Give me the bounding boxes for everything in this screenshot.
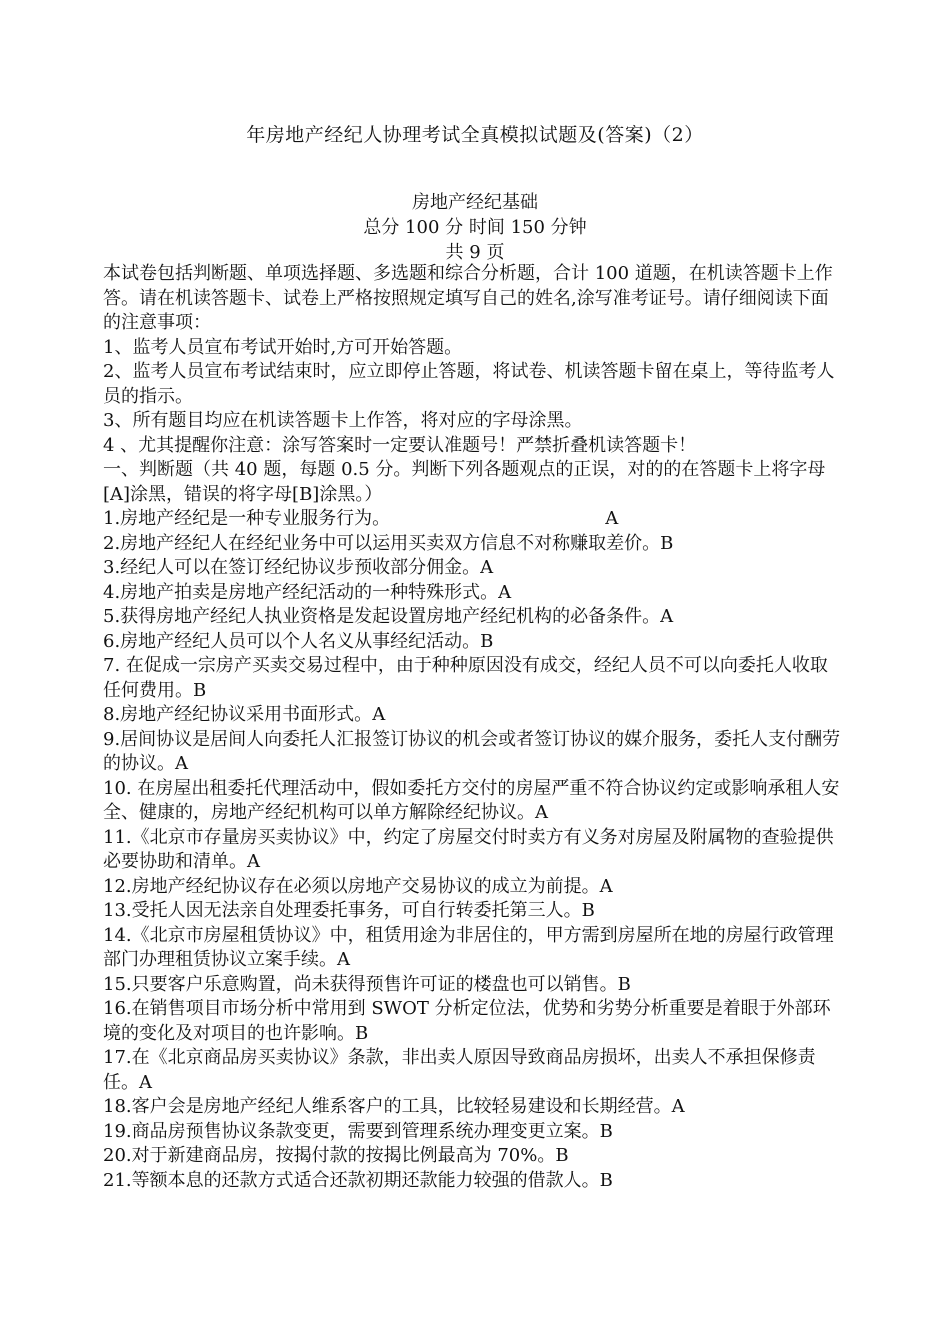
question-answer: A <box>671 1096 685 1117</box>
question-text: 14.《北京市房屋租赁协议》中，租赁用途为非居住的，甲方需到房屋所在地的房屋行政管理部门办理租赁协议立案手续。 <box>103 924 834 970</box>
question-item <box>103 532 843 557</box>
section-header: 一、判断题（共 40 题，每题 0.5 分。判断下列各题观点的正误，对的的在答题卡上将字母[A]涂黑，错误的将字母[B]涂黑。） <box>103 459 826 505</box>
question-answer: B <box>480 630 494 652</box>
page-count-line: 共 9 页 <box>445 242 505 263</box>
question-answer: A <box>372 704 386 725</box>
question-answer: B <box>555 1145 569 1166</box>
question-item <box>103 875 843 900</box>
question-answer: B <box>193 679 207 701</box>
intro-paragraph: 本试卷包括判断题、单项选择题、多选题和综合分析题，合计 100 道题，在机读答题卡上作答。请在机读答题卡、试卷上严格按照规定填写自己的姓名,涂写准考证号。请仔细阅读下面的注意事项： <box>103 263 833 333</box>
question-answer: A <box>498 581 512 603</box>
question-item <box>103 556 843 581</box>
question-answer: B <box>599 1120 613 1142</box>
question-text: 5.获得房地产经纪人执业资格是发起设置房地产经纪机构的必备条件。 <box>103 606 661 627</box>
question-text: 6.房地产经纪人员可以个人名义从事经纪活动。 <box>103 630 481 652</box>
question-text: 9.居间协议是居间人向委托人汇报签订协议的机会或者签订协议的媒介服务，委托人支付酬劳的协议。 <box>103 728 841 774</box>
question-text: 13.受托人因无法亲自处理委托事务，可自行转委托第三人。 <box>103 900 582 921</box>
question-item <box>103 1169 843 1194</box>
question-answer: A <box>175 753 188 774</box>
question-item <box>103 899 843 924</box>
question-text: 4.房地产拍卖是房地产经纪活动的一种特殊形式。 <box>103 581 499 603</box>
question-text: 21.等额本息的还款方式适合还款初期还款能力较强的借款人。 <box>103 1169 600 1191</box>
question-text: 16.在销售项目市场分析中常用到 SWOT 分析定位法，优势和劣势分析重要是着眼于外部环境的变化及对项目的也许影响。 <box>103 998 831 1044</box>
note-item: 1、监考人员宣布考试开始时,方可开始答题。 <box>103 336 463 358</box>
question-item <box>103 581 843 606</box>
subject-heading: 房地产经纪基础 <box>412 192 538 213</box>
question-answer: B <box>617 973 631 995</box>
question-answer: B <box>660 532 674 554</box>
question-item <box>103 630 843 655</box>
question-item <box>103 605 843 630</box>
question-answer: A <box>480 557 494 578</box>
question-text: 2.房地产经纪人在经纪业务中可以运用买卖双方信息不对称赚取差价。 <box>103 532 661 554</box>
note-item: 2、监考人员宣布考试结束时，应立即停止答题，将试卷、机读答题卡留在桌上，等待监考人员的指示。 <box>103 361 835 407</box>
question-item <box>103 826 843 875</box>
question-item <box>103 1120 843 1145</box>
question-text: 18.客户会是房地产经纪人维系客户的工具，比较轻易建设和长期经营。 <box>103 1096 672 1117</box>
question-item <box>103 507 843 532</box>
question-answer: A <box>599 875 613 897</box>
question-item <box>103 973 843 998</box>
question-item <box>103 1046 843 1095</box>
question-answer: A <box>139 1071 152 1093</box>
question-item <box>103 1144 843 1169</box>
question-item <box>103 654 843 703</box>
question-text: 8.房地产经纪协议采用书面形式。 <box>103 704 373 725</box>
question-item <box>103 997 843 1046</box>
question-answer: A <box>605 508 619 529</box>
question-item <box>103 703 843 728</box>
document-title: 年房地产经纪人协理考试全真模拟试题及(答案)（2） <box>246 124 704 146</box>
question-text: 20.对于新建商品房，按揭付款的按揭比例最高为 70%。 <box>103 1145 556 1166</box>
note-item: 3、所有题目均应在机读答题卡上作答，将对应的字母涂黑。 <box>103 410 583 431</box>
question-text: 17.在《北京商品房买卖协议》条款，非出卖人原因导致商品房损坏，出卖人不承担保修责任。 <box>103 1047 816 1093</box>
question-answer: A <box>535 802 548 823</box>
question-text: 12.房地产经纪协议存在必须以房地产交易协议的成立为前提。 <box>103 875 600 897</box>
question-text: 7. 在促成一宗房产买卖交易过程中，由于种种原因没有成交，经纪人员不可以向委托人收取任何费用。 <box>103 655 828 701</box>
question-answer: A <box>660 606 674 627</box>
question-text: 15.只要客户乐意购置，尚未获得预售许可证的楼盘也可以销售。 <box>103 973 618 995</box>
question-item <box>103 924 843 973</box>
question-item <box>103 777 843 826</box>
question-text: 1.房地产经纪是一种专业服务行为。 <box>103 508 391 529</box>
question-text: 19.商品房预售协议条款变更，需要到管理系统办理变更立案。 <box>103 1120 600 1142</box>
question-text: 3.经纪人可以在签订经纪协议步预收部分佣金。 <box>103 557 481 578</box>
question-item <box>103 1095 843 1120</box>
question-answer: B <box>581 900 595 921</box>
document-body <box>103 262 843 1193</box>
question-answer: B <box>599 1169 613 1191</box>
question-text: 10. 在房屋出租委托代理活动中，假如委托方交付的房屋严重不符合协议约定或影响承租人安全、健康的，房地产经纪机构可以单方解除经纪协议。 <box>103 777 840 823</box>
question-text: 11.《北京市存量房买卖协议》中，约定了房屋交付时卖方有义务对房屋及附属物的查验提供必要协助和清单。 <box>103 826 834 872</box>
question-answer: A <box>247 851 260 872</box>
question-item <box>103 728 843 777</box>
question-answer: B <box>355 1022 369 1044</box>
note-item: 4 、尤其提醒你注意：涂写答案时一定要认准题号！严禁折叠机读答题卡！ <box>103 434 697 456</box>
score-time-line: 总分 100 分 时间 150 分钟 <box>363 217 587 238</box>
question-answer: A <box>337 949 350 970</box>
